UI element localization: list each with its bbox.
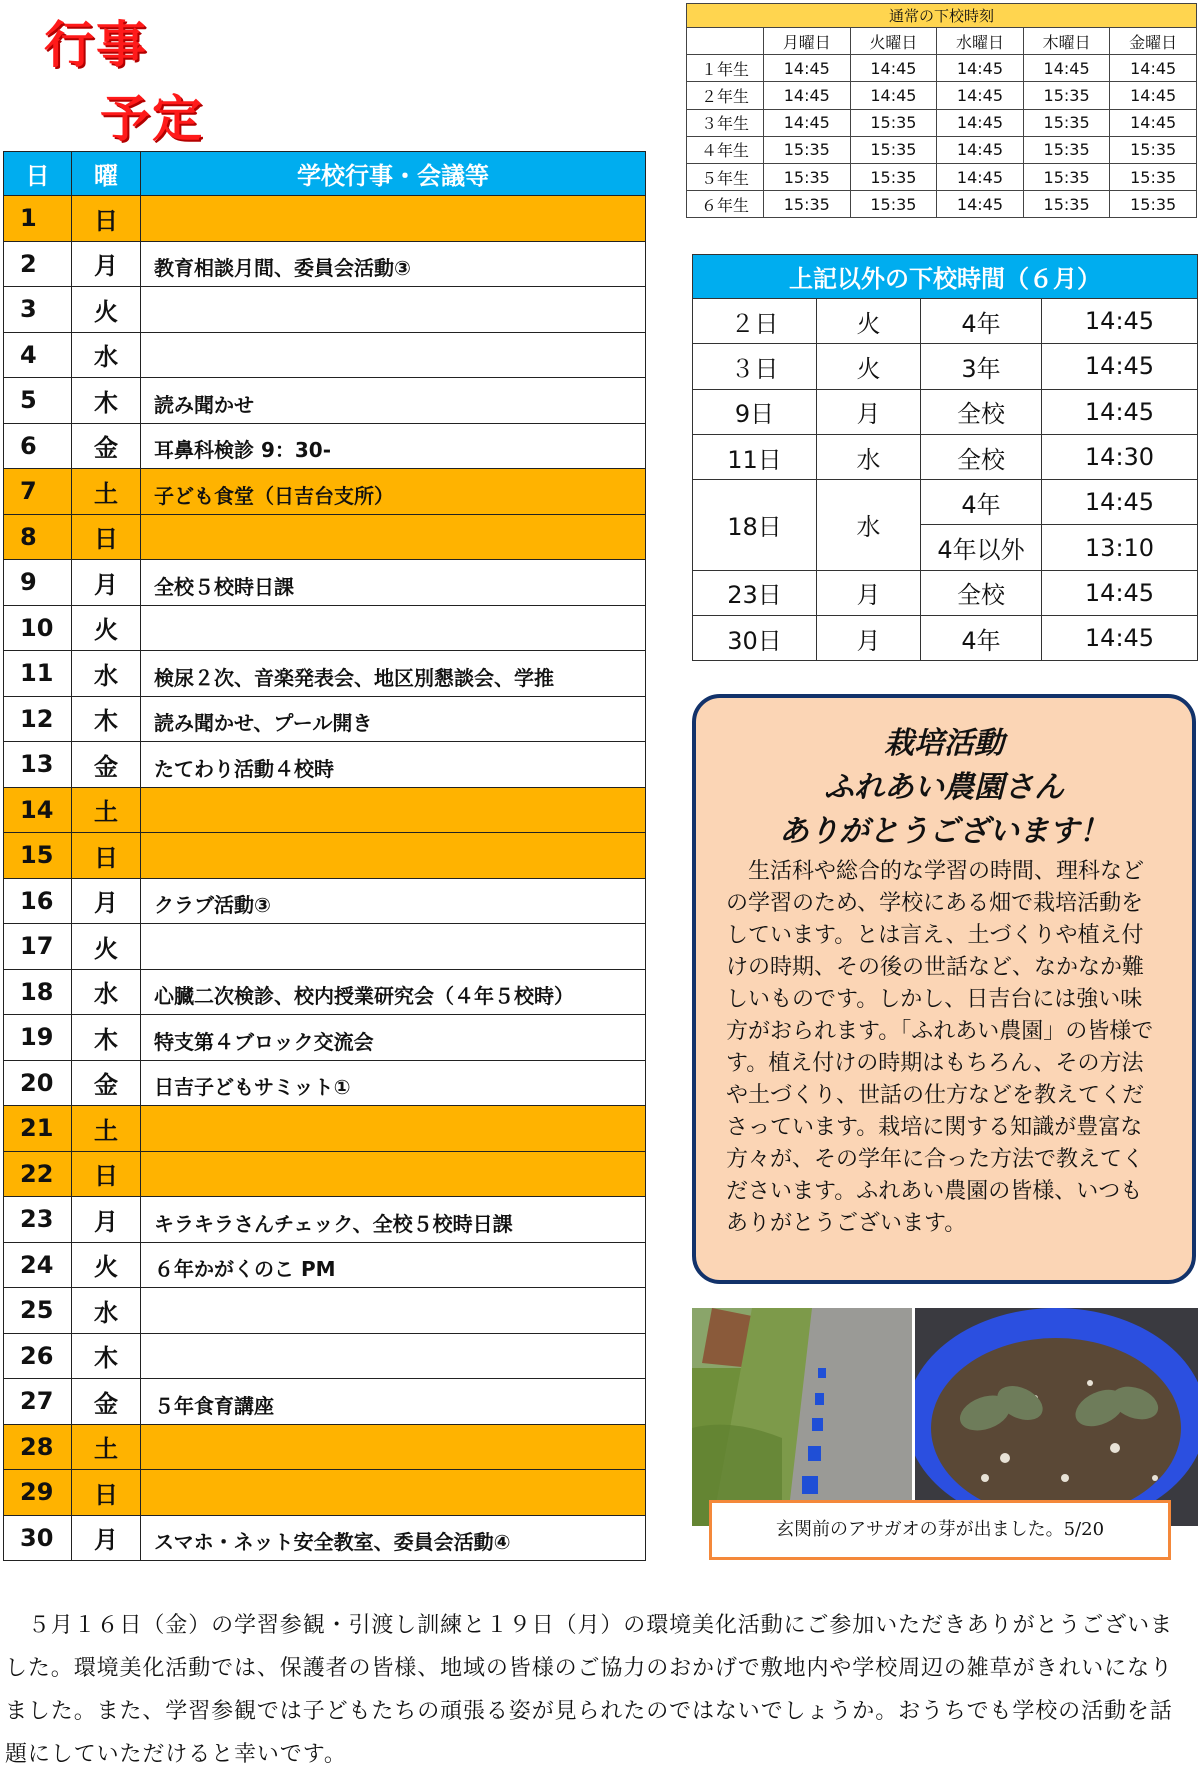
dismissal-time: 15:35 [1023, 163, 1110, 190]
calendar-row [4, 1060, 646, 1106]
special-dismissal-row [693, 389, 1198, 434]
calendar-event-cell [141, 1333, 646, 1379]
calendar-day-cell: 28 [4, 1424, 72, 1470]
calendar-event-cell: 読み聞かせ [141, 378, 646, 424]
calendar-event-cell: 日吉子どもサミット① [141, 1060, 646, 1106]
calendar-dow-cell: 月 [72, 1197, 141, 1243]
calendar-day-cell: 24 [4, 1242, 72, 1288]
calendar-day-cell: 11 [4, 651, 72, 697]
dismissal-time: 15:35 [1023, 191, 1110, 218]
header-events: 学校行事・会議等 [141, 152, 646, 196]
calendar-day-cell: 8 [4, 514, 72, 560]
header-day: 日 [4, 152, 72, 196]
calendar-row [4, 787, 646, 833]
special-dow: 月 [817, 389, 921, 434]
special-time: 13:10 [1042, 525, 1198, 570]
calendar-day-cell: 20 [4, 1060, 72, 1106]
calendar-row [4, 1151, 646, 1197]
dismissal-time: 14:45 [1023, 55, 1110, 82]
calendar-row [4, 332, 646, 378]
calendar-day-cell: 29 [4, 1470, 72, 1516]
page-title-line2: 予定 [100, 90, 204, 148]
calendar-event-cell: 読み聞かせ、プール開き [141, 696, 646, 742]
calendar-dow-cell: 日 [72, 833, 141, 879]
calendar-day-cell: 12 [4, 696, 72, 742]
special-target: 4年以外 [921, 525, 1042, 570]
grade-row [687, 163, 1197, 190]
calendar-row [4, 1242, 646, 1288]
calendar-row [4, 378, 646, 424]
calendar-row [4, 1333, 646, 1379]
calendar-dow-cell: 金 [72, 1379, 141, 1425]
calendar-dow-cell: 火 [72, 1242, 141, 1288]
calendar-dow-cell: 金 [72, 742, 141, 788]
calendar-day-cell: 16 [4, 878, 72, 924]
page-title-line1: 行事 [44, 16, 148, 74]
special-target: 3年 [921, 344, 1042, 389]
dismissal-time: 15:35 [1110, 136, 1197, 163]
calendar-day-cell: 7 [4, 469, 72, 515]
calendar-row [4, 1288, 646, 1334]
calendar-event-cell [141, 1470, 646, 1516]
dismissal-time: 14:45 [764, 109, 851, 136]
calendar-event-cell: 耳鼻科検診 9：30- [141, 423, 646, 469]
dismissal-time: 15:35 [764, 163, 851, 190]
dismissal-time: 14:45 [937, 136, 1024, 163]
calendar-event-cell [141, 1106, 646, 1152]
other-dismissal-table [692, 254, 1198, 661]
calendar-dow-cell: 木 [72, 378, 141, 424]
calendar-event-cell: 検尿２次、音楽発表会、地区別懇談会、学推 [141, 651, 646, 697]
calendar-row [4, 651, 646, 697]
dismissal-time: 14:45 [1110, 82, 1197, 109]
calendar-event-cell [141, 1424, 646, 1470]
calendar-dow-cell: 火 [72, 924, 141, 970]
calendar-day-cell: 4 [4, 332, 72, 378]
special-dismissal-row [693, 299, 1198, 344]
special-target: 全校 [921, 389, 1042, 434]
header-dow: 曜 [72, 152, 141, 196]
grade-row [687, 136, 1197, 163]
calendar-event-cell [141, 287, 646, 333]
morning-glory-path-photo [692, 1308, 912, 1526]
special-dismissal-row [693, 570, 1198, 615]
calendar-day-cell: 27 [4, 1379, 72, 1425]
calendar-row [4, 1515, 646, 1561]
calendar-dow-cell: 月 [72, 241, 141, 287]
calendar-dow-cell: 土 [72, 1424, 141, 1470]
cultivation-info-box [692, 694, 1196, 1284]
calendar-row [4, 605, 646, 651]
calendar-event-cell: キラキラさんチェック、全校５校時日課 [141, 1197, 646, 1243]
calendar-row [4, 696, 646, 742]
infobox-title-3: ありがとうございます！ [779, 814, 1109, 849]
special-target: 全校 [921, 570, 1042, 615]
calendar-row [4, 1106, 646, 1152]
special-date: ３日 [693, 344, 817, 389]
special-target: 4年 [921, 616, 1042, 661]
closing-message: ５月１６日（金）の学習参観・引渡し訓練と１９日（月）の環境美化活動にご参加いただきありがとうございました。環境美化活動では、保護者の皆様、地域の皆様のご協力のおかげで敷地内や学校周辺の雑草がきれいになりました。また、学習参観では子どもたちの頑張る姿が見られたのではないでしょうか。おうちでも学校の活動を話題にしていただけると幸いです。 [5, 1613, 1173, 1767]
calendar-row [4, 196, 646, 242]
special-time: 14:45 [1042, 480, 1198, 525]
grade-row [687, 82, 1197, 109]
calendar-dow-cell: 日 [72, 1151, 141, 1197]
calendar-event-cell [141, 514, 646, 560]
calendar-day-cell: 13 [4, 742, 72, 788]
calendar-day-cell: 17 [4, 924, 72, 970]
dismissal-time: 15:35 [1023, 82, 1110, 109]
dismissal-time: 14:45 [937, 191, 1024, 218]
calendar-row [4, 878, 646, 924]
dismissal-time: 15:35 [1110, 163, 1197, 190]
calendar-day-cell: 6 [4, 423, 72, 469]
special-time: 14:45 [1042, 570, 1198, 615]
grade-label: １年生 [687, 55, 764, 82]
calendar-dow-cell: 月 [72, 878, 141, 924]
normal-dismissal-table [686, 3, 1197, 218]
calendar-row [4, 833, 646, 879]
special-time: 14:45 [1042, 389, 1198, 434]
calendar-dow-cell: 金 [72, 1060, 141, 1106]
special-dismissal-row [693, 344, 1198, 389]
infobox-title-1: 栽培活動 [884, 726, 1004, 761]
calendar-event-cell: クラブ活動③ [141, 878, 646, 924]
calendar-dow-cell: 月 [72, 560, 141, 606]
special-dow: 水 [817, 434, 921, 479]
seedlings-planter-photo [915, 1308, 1198, 1526]
corner-cell [687, 28, 764, 55]
special-target: 4年 [921, 480, 1042, 525]
dismissal-time: 14:45 [764, 55, 851, 82]
calendar-dow-cell: 火 [72, 605, 141, 651]
calendar-event-cell [141, 924, 646, 970]
calendar-dow-cell: 火 [72, 287, 141, 333]
calendar-event-cell [141, 787, 646, 833]
special-time: 14:45 [1042, 616, 1198, 661]
special-date: 18日 [693, 480, 817, 571]
calendar-event-cell [141, 1288, 646, 1334]
grade-label: ２年生 [687, 82, 764, 109]
grade-label: ６年生 [687, 191, 764, 218]
calendar-day-cell: 22 [4, 1151, 72, 1197]
grade-label: ４年生 [687, 136, 764, 163]
calendar-dow-cell: 木 [72, 1015, 141, 1061]
dismissal-time: 15:35 [850, 191, 937, 218]
calendar-dow-cell: 水 [72, 332, 141, 378]
calendar-day-cell: 9 [4, 560, 72, 606]
calendar-event-cell [141, 605, 646, 651]
grade-row [687, 191, 1197, 218]
special-dow: 水 [817, 480, 921, 571]
day-tue: 火曜日 [850, 28, 937, 55]
grade-label: ３年生 [687, 109, 764, 136]
special-dow: 火 [817, 299, 921, 344]
calendar-dow-cell: 木 [72, 696, 141, 742]
dismissal-time: 14:45 [850, 55, 937, 82]
dismissal-time: 14:45 [1110, 109, 1197, 136]
calendar-row [4, 924, 646, 970]
dismissal-time: 15:35 [850, 163, 937, 190]
dismissal-time: 15:35 [1110, 191, 1197, 218]
special-time: 14:45 [1042, 344, 1198, 389]
calendar-dow-cell: 日 [72, 196, 141, 242]
calendar-event-cell: 心臓二次検診、校内授業研究会（４年５校時） [141, 969, 646, 1015]
calendar-row [4, 514, 646, 560]
special-dismissal-row [693, 434, 1198, 479]
calendar-row [4, 423, 646, 469]
day-fri: 金曜日 [1110, 28, 1197, 55]
dismissal-time: 14:45 [764, 82, 851, 109]
special-dow: 月 [817, 616, 921, 661]
grade-row [687, 109, 1197, 136]
day-wed: 水曜日 [937, 28, 1024, 55]
special-dow: 月 [817, 570, 921, 615]
calendar-day-cell: 25 [4, 1288, 72, 1334]
calendar-dow-cell: 水 [72, 651, 141, 697]
event-calendar-table [3, 151, 646, 1561]
calendar-row [4, 287, 646, 333]
calendar-day-cell: 21 [4, 1106, 72, 1152]
dismissal-time: 15:35 [1023, 109, 1110, 136]
calendar-row [4, 241, 646, 287]
calendar-event-cell [141, 196, 646, 242]
calendar-row [4, 1424, 646, 1470]
calendar-dow-cell: 土 [72, 787, 141, 833]
special-dismissal-row [693, 480, 1198, 525]
calendar-dow-cell: 土 [72, 469, 141, 515]
calendar-dow-cell: 土 [72, 1106, 141, 1152]
dismissal-time: 14:45 [937, 109, 1024, 136]
calendar-dow-cell: 木 [72, 1333, 141, 1379]
dismissal-time: 14:45 [850, 82, 937, 109]
calendar-event-cell: 全校５校時日課 [141, 560, 646, 606]
special-dismissal-row [693, 616, 1198, 661]
special-dow: 火 [817, 344, 921, 389]
calendar-event-cell: たてわり活動４校時 [141, 742, 646, 788]
calendar-day-cell: 2 [4, 241, 72, 287]
calendar-day-cell: 30 [4, 1515, 72, 1561]
calendar-row [4, 742, 646, 788]
normal-days-row [687, 28, 1197, 55]
calendar-day-cell: 15 [4, 833, 72, 879]
photo-caption: 玄関前のアサガオの芽が出ました。5/20 [709, 1500, 1171, 1560]
calendar-event-cell [141, 332, 646, 378]
calendar-row [4, 1197, 646, 1243]
calendar-event-cell: 教育相談月間、委員会活動③ [141, 241, 646, 287]
calendar-day-cell: 26 [4, 1333, 72, 1379]
calendar-header-row [4, 152, 646, 196]
calendar-event-cell [141, 1151, 646, 1197]
calendar-row [4, 469, 646, 515]
grade-row [687, 55, 1197, 82]
special-date: 30日 [693, 616, 817, 661]
infobox-title-2: ふれあい農園さん [824, 770, 1064, 805]
calendar-day-cell: 23 [4, 1197, 72, 1243]
calendar-dow-cell: 水 [72, 969, 141, 1015]
special-date: 9日 [693, 389, 817, 434]
calendar-event-cell: 特支第４ブロック交流会 [141, 1015, 646, 1061]
other-dismissal-title: 上記以外の下校時間（６月） [693, 255, 1198, 299]
dismissal-time: 14:45 [937, 163, 1024, 190]
dismissal-time: 14:45 [1110, 55, 1197, 82]
calendar-event-cell: 子ども食堂（日吉台支所） [141, 469, 646, 515]
dismissal-time: 14:45 [937, 82, 1024, 109]
special-date: 23日 [693, 570, 817, 615]
special-date: 11日 [693, 434, 817, 479]
dismissal-time: 14:45 [937, 55, 1024, 82]
calendar-day-cell: 1 [4, 196, 72, 242]
special-date: ２日 [693, 299, 817, 344]
dismissal-time: 15:35 [764, 136, 851, 163]
infobox-body: 生活科や総合的な学習の時間、理科などの学習のため、学校にある畑で栽培活動をしています。とは言え、土づくりや植え付けの時期、その後の世話など、なかなか難しいものです。しかし、日吉台には強い味方がおられます。「ふれあい農園」の皆様です。植え付けの時期はもちろん、その方法や土づくり、世話の仕方などを教えてくださっています。栽培に関する知識が豊富な方々が、その学年に合った方法で教えてくださいます。ふれあい農園の皆様、いつもありがとうございます。 [726, 859, 1154, 1236]
calendar-dow-cell: 日 [72, 1470, 141, 1516]
calendar-row [4, 969, 646, 1015]
calendar-event-cell [141, 833, 646, 879]
calendar-day-cell: 10 [4, 605, 72, 651]
day-mon: 月曜日 [764, 28, 851, 55]
calendar-row [4, 560, 646, 606]
calendar-event-cell: ５年食育講座 [141, 1379, 646, 1425]
calendar-day-cell: 3 [4, 287, 72, 333]
calendar-day-cell: 14 [4, 787, 72, 833]
calendar-day-cell: 19 [4, 1015, 72, 1061]
dismissal-time: 15:35 [1023, 136, 1110, 163]
special-time: 14:30 [1042, 434, 1198, 479]
calendar-event-cell: ６年かがくのこ PM [141, 1242, 646, 1288]
special-target: 全校 [921, 434, 1042, 479]
calendar-dow-cell: 金 [72, 423, 141, 469]
calendar-event-cell: スマホ・ネット安全教室、委員会活動④ [141, 1515, 646, 1561]
dismissal-time: 15:35 [850, 109, 937, 136]
calendar-dow-cell: 水 [72, 1288, 141, 1334]
calendar-dow-cell: 月 [72, 1515, 141, 1561]
calendar-row [4, 1470, 646, 1516]
calendar-row [4, 1379, 646, 1425]
calendar-day-cell: 18 [4, 969, 72, 1015]
special-target: 4年 [921, 299, 1042, 344]
dismissal-time: 15:35 [850, 136, 937, 163]
grade-label: ５年生 [687, 163, 764, 190]
dismissal-time: 15:35 [764, 191, 851, 218]
calendar-day-cell: 5 [4, 378, 72, 424]
day-thu: 木曜日 [1023, 28, 1110, 55]
calendar-row [4, 1015, 646, 1061]
special-time: 14:45 [1042, 299, 1198, 344]
calendar-dow-cell: 日 [72, 514, 141, 560]
normal-dismissal-caption: 通常の下校時刻 [687, 4, 1197, 28]
